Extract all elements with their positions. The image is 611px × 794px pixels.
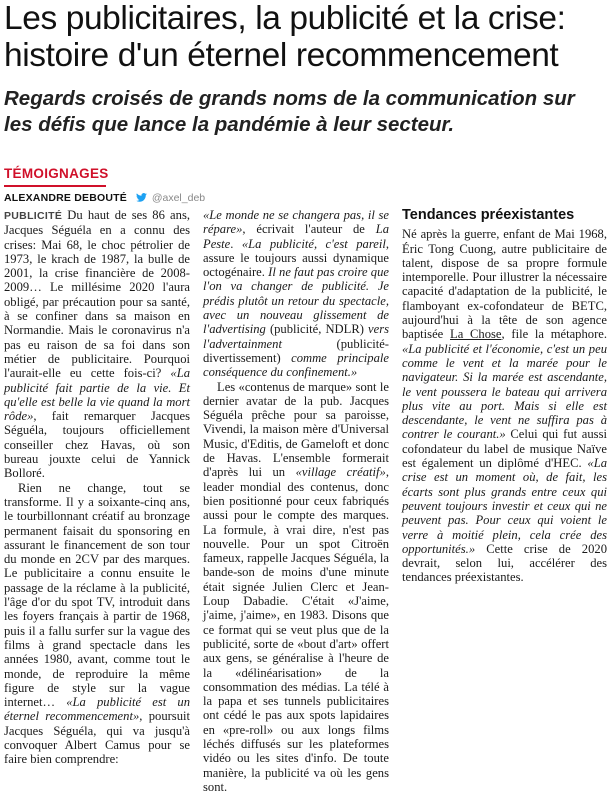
text-run: Les «contenus de marque» sont le dernier avatar de la pub. Jacques Séguéla prêche pour sa paroisse, Vivendi, la maison mère d'Universal Music, d'Editis, de Gameloft et donc de Havas. L'ensemble formerait d'après lui un (203, 379, 389, 480)
quote: «La publicité est un éternel recommencement» (4, 695, 190, 724)
text-run: Celui qui fut aussi cofondateur du label de musique Naïve est également un diplômé d'HEC. (402, 427, 607, 471)
text-run: , file la métaphore. (501, 327, 607, 342)
quote: vers l'advertainment (203, 322, 389, 351)
text-run: , écrivait l'auteur de (242, 222, 376, 237)
text-run: Du haut de ses 86 ans, Jacques Séguéla en a connu des crises: Mai 68, le choc pétrolier de 1973, le krach de 1987, la bulle de 2001, la crise financière de 2008-2009… Le millésime 2020 l'aura obligé, par précaution pour sa santé, à se confiner dans sa maison en Normandie. Mais le coronavirus n'a pas eu raison de sa foi dans son métier de publicitaire. Pourquoi l'aurait-elle eu cette fois-ci? (4, 208, 190, 381)
article-column-3 (402, 208, 607, 656)
quote: «Le monde ne se changera pas, il se répare» (203, 208, 389, 237)
quote: «La publicité et l'économie, c'est un peu comme le vent et la marée pour le navigateur. Si la marée est ascendante, le vent poussera le bateau qui arrivera plus vite au port. Mais si elle est descendante, le vent ne suffira pas à contrer le courant.» (402, 341, 607, 442)
agency-name: La Chose (450, 327, 502, 342)
quote: «village créatif» (295, 465, 386, 480)
article-column-1 (4, 208, 191, 767)
text-run: (publicité, NDLR) (265, 322, 369, 337)
kicker: PUBLICITÉ (4, 210, 63, 222)
twitter-bird-icon (136, 193, 147, 202)
quote: comme principale conséquence du confinement.» (203, 350, 389, 380)
text-run: Né après la guerre, enfant de Mai 1968, Éric Tong Cuong, autre publicitaire de talent, dispose de sa propre formule intemporelle. Pour illustrer la nécessaire capacité d'adaptation de la publicité, le flamboyant ex-cofondateur de BETC, aujourd'hui à la tête de son agence baptisée (402, 227, 607, 342)
headline: Les publicitaires, la publicité et la crise: histoire d'un éternel recommencement (4, 0, 566, 74)
text-run: Rien ne change, tout se transforme. Il y a soixante-cinq ans, le tourbillonnant créatif au bronzage permanent faisait du sponsoring en assurant le financement de son tour du monde en 2CV par des marques. Le publicitaire a connu ensuite le passage de la réclame à la publicité, l'âge d'or du spot TV, introduit dans les foyers français à partir de 1968, puis il a fallu surfer sur la vague des films à grand spectacle dans les années 1980, avant, comme tout le monde, de reproduire la même figure de style sur la vague internet… (4, 480, 190, 710)
text-run: Cette crise de 2020 devrait, selon lui, accélérer des tendances préexistantes. (402, 541, 607, 585)
text-run: , assure le toujours aussi dynamique octogénaire. (203, 236, 389, 280)
paragraph (203, 208, 389, 380)
section-tag: TÉMOIGNAGES (4, 166, 109, 181)
paragraph (4, 481, 190, 767)
byline (4, 192, 205, 204)
book-title: La Peste (203, 222, 389, 251)
subheading: Tendances préexistantes (402, 207, 575, 223)
quote: «La publicité, c'est pareil (241, 236, 386, 251)
text-run: , fait remarquer Jacques Séguéla, toujours officiellement conseiller chez Havas, où son bureau jouxte celui de Yannick Bolloré. (4, 409, 190, 481)
text-run: , poursuit Jacques Séguéla, qui va jusqu'à convoquer Albert Camus pour se faire bien comprendre: (4, 709, 191, 767)
text-run: (publicité-divertissement) (203, 336, 389, 365)
section-tag-rule (4, 185, 106, 187)
paragraph (4, 208, 190, 481)
author-handle[interactable]: @axel_deb (151, 192, 206, 204)
paragraph (203, 380, 389, 794)
quote: «La publicité fait partie de la vie. Et qu'elle est belle la vie quand la mort rôde» (4, 366, 190, 424)
quote: «La crise est un moment où, de fait, les écarts sont plus grands entre ceux qui peuvent toujours investir et ceux qui ne peuvent pas. Pour ceux qui voient le verre à moitié plein, cela crée des opportunités.» (402, 456, 607, 556)
article-column-2 (203, 208, 389, 794)
paragraph (402, 227, 607, 584)
text-run: . (230, 236, 242, 251)
deck: Regards croisés de grands noms de la communication sur les défis que lance la pandémie à leur secteur. (4, 87, 575, 136)
author-name: ALEXANDRE DEBOUTÉ (4, 192, 127, 204)
quote: Il ne faut pas croire que l'on va changer de publicité. Je prédis plutôt un retour du spectacle, avec un nouveau glissement de l'advertising (203, 265, 389, 337)
text-run: , leader mondial des contenus, donc bien positionné pour ceux fabriqués aussi pour le compte des marques. La formule, à vrai dire, n'est pas nouvelle. Pour un spot Citroën fameux, rappelle Jacques Séguéla, la bande-son de moins d'une minute était signée Julien Clerc et Jean-Loup Dabadie. C'était «J'aime, j'aime, j'aime», en 1983. Disons que ce format qui se veut plus que de la publicité, sorte de «bout d'art» offert aux gens, se généralise à l'heure de la «délinéarisation» de la consommation des médias. La télé à la papa et ses tunnels publicitaires ont cédé le pas aux spots lapidaires en «pre-roll» ou aux longs films léchés diffusés sur les plateformes vidéo ou les sites d'info. De toute manière, la publicité va où les gens sont. (203, 465, 389, 794)
